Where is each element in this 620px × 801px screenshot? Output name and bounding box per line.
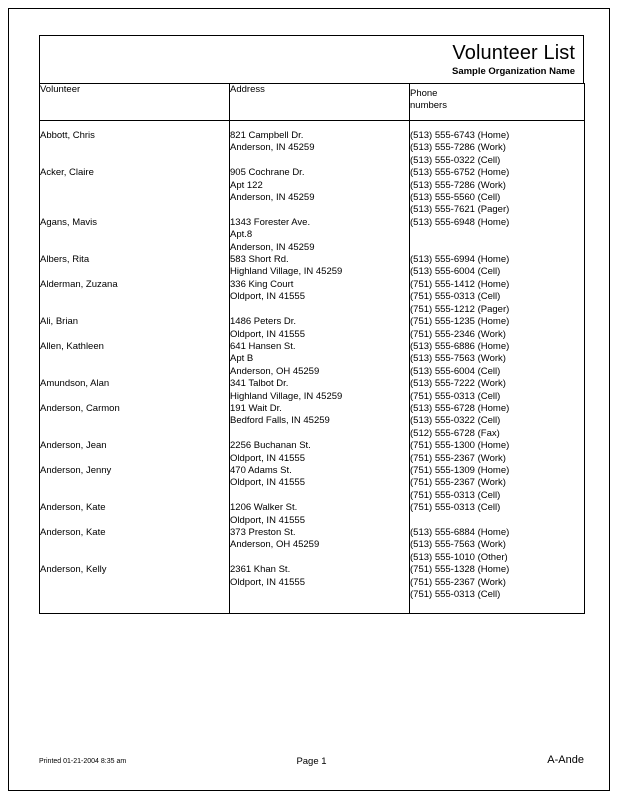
report-body	[39, 35, 584, 614]
cell-phone-numbers	[410, 564, 585, 614]
table-body	[40, 121, 585, 614]
cell-phone-numbers	[410, 378, 585, 403]
table-row	[40, 403, 585, 440]
column-header-address: Address	[230, 84, 410, 121]
cell-address	[230, 378, 410, 403]
cell-phone-numbers	[410, 341, 585, 378]
page-title: Volunteer List	[452, 42, 575, 64]
address-line: Anderson, IN 45259	[230, 142, 315, 154]
cell-volunteer-name: Anderson, Jean	[40, 440, 230, 465]
address-line: 2256 Buchanan St.	[230, 440, 311, 452]
table-row	[40, 341, 585, 378]
phone-line: (513) 555-7286 (Work)	[410, 179, 506, 191]
address-line: 336 King Court	[230, 278, 294, 290]
table-row	[40, 217, 585, 254]
address-line: Apt.8	[230, 229, 253, 241]
cell-address	[230, 564, 410, 614]
phone-line: (513) 555-7563 (Work)	[410, 539, 506, 551]
cell-address	[230, 440, 410, 465]
address-line: 641 Hansen St.	[230, 340, 296, 352]
column-header-phone-line1: Phone	[410, 88, 438, 99]
phone-line: (751) 555-1235 (Home)	[410, 316, 510, 328]
cell-address	[230, 527, 410, 564]
phone-line: (512) 555-6728 (Fax)	[410, 427, 500, 439]
cell-phone-numbers	[410, 217, 585, 254]
phone-line: (751) 555-1212 (Pager)	[410, 303, 510, 315]
phone-line: (513) 555-7621 (Pager)	[410, 204, 510, 216]
address-line: Apt B	[230, 353, 254, 365]
phone-line: (513) 555-6004 (Cell)	[410, 266, 501, 278]
cell-volunteer-name: Abbott, Chris	[40, 121, 230, 168]
table-row	[40, 316, 585, 341]
cell-volunteer-name: Albers, Rita	[40, 254, 230, 279]
cell-phone-numbers	[410, 527, 585, 564]
cell-phone-numbers	[410, 121, 585, 168]
footer-index-range: A-Ande	[547, 754, 584, 766]
table-row	[40, 121, 585, 168]
phone-line: (513) 555-0322 (Cell)	[410, 415, 501, 427]
cell-address	[230, 217, 410, 254]
cell-volunteer-name: Agans, Mavis	[40, 217, 230, 254]
phone-line: (513) 555-6884 (Home)	[410, 527, 510, 538]
cell-volunteer-name: Anderson, Jenny	[40, 465, 230, 502]
cell-volunteer-name: Allen, Kathleen	[40, 341, 230, 378]
address-line: 470 Adams St.	[230, 464, 292, 476]
cell-phone-numbers	[410, 502, 585, 527]
address-line: Anderson, IN 45259	[230, 192, 315, 204]
address-line: Highland Village, IN 45259	[230, 266, 343, 278]
volunteer-table	[39, 83, 585, 614]
table-row	[40, 564, 585, 614]
column-header-volunteer: Volunteer	[40, 84, 230, 121]
column-header-phone-line2: numbers	[410, 100, 447, 112]
address-line: 1486 Peters Dr.	[230, 316, 297, 328]
address-line: Anderson, OH 45259	[230, 365, 320, 377]
phone-line: (751) 555-0313 (Cell)	[410, 390, 501, 402]
address-line: 373 Preston St.	[230, 527, 296, 538]
address-line: Oldport, IN 41555	[230, 576, 305, 588]
address-line: 905 Cochrane Dr.	[230, 167, 305, 179]
address-line: Anderson, IN 45259	[230, 241, 315, 253]
cell-volunteer-name: Anderson, Kate	[40, 502, 230, 527]
address-line: 191 Wait Dr.	[230, 402, 282, 414]
table-row	[40, 254, 585, 279]
table-row	[40, 167, 585, 217]
phone-line: (751) 555-2367 (Work)	[410, 452, 506, 464]
phone-line: (751) 555-0313 (Cell)	[410, 291, 501, 303]
cell-volunteer-name: Ali, Brian	[40, 316, 230, 341]
cell-volunteer-name: Anderson, Kate	[40, 527, 230, 564]
cell-phone-numbers	[410, 440, 585, 465]
phone-line: (513) 555-0322 (Cell)	[410, 154, 501, 166]
cell-phone-numbers	[410, 403, 585, 440]
column-header-phone-numbers	[410, 84, 585, 121]
address-line: Oldport, IN 41555	[230, 514, 305, 526]
table-row	[40, 279, 585, 316]
report-footer	[39, 754, 584, 773]
address-line: 341 Talbot Dr.	[230, 378, 289, 390]
address-line: 2361 Khan St.	[230, 564, 291, 576]
phone-line: (513) 555-1010 (Other)	[410, 551, 508, 563]
address-line: Apt 122	[230, 179, 263, 191]
cell-address	[230, 316, 410, 341]
printed-page	[8, 8, 610, 791]
address-line: Oldport, IN 41555	[230, 291, 305, 303]
table-row	[40, 465, 585, 502]
phone-line: (751) 555-2367 (Work)	[410, 576, 506, 588]
phone-line: (751) 555-2367 (Work)	[410, 477, 506, 489]
phone-line: (513) 555-6752 (Home)	[410, 167, 510, 179]
phone-line: (513) 555-6004 (Cell)	[410, 365, 501, 377]
phone-line: (751) 555-0313 (Cell)	[410, 489, 501, 501]
address-line: Oldport, IN 41555	[230, 328, 305, 340]
phone-line: (513) 555-6743 (Home)	[410, 130, 510, 141]
cell-address	[230, 502, 410, 527]
address-line: 1343 Forester Ave.	[230, 216, 311, 228]
phone-line: (751) 555-0313 (Cell)	[410, 589, 501, 601]
cell-address	[230, 279, 410, 316]
phone-line: (751) 555-0313 (Cell)	[410, 502, 501, 514]
cell-volunteer-name: Anderson, Kelly	[40, 564, 230, 614]
phone-line: (513) 555-7222 (Work)	[410, 378, 506, 390]
address-line: Highland Village, IN 45259	[230, 390, 343, 402]
address-line: 1206 Walker St.	[230, 502, 298, 514]
phone-line: (751) 555-1300 (Home)	[410, 440, 510, 452]
footer-printed-timestamp: Printed 01-21-2004 8:35 am	[39, 758, 127, 765]
cell-address	[230, 167, 410, 217]
address-line: Bedford Falls, IN 45259	[230, 415, 330, 427]
cell-volunteer-name: Acker, Claire	[40, 167, 230, 217]
phone-line: (751) 555-1309 (Home)	[410, 464, 510, 476]
address-line: Oldport, IN 41555	[230, 477, 305, 489]
phone-line: (751) 555-1328 (Home)	[410, 564, 510, 576]
table-header-row	[40, 84, 585, 121]
cell-volunteer-name: Alderman, Zuzana	[40, 279, 230, 316]
cell-address	[230, 465, 410, 502]
table-row	[40, 440, 585, 465]
report-header	[39, 35, 584, 83]
address-line: 821 Campbell Dr.	[230, 130, 304, 141]
table-row	[40, 502, 585, 527]
phone-line: (513) 555-6728 (Home)	[410, 402, 510, 414]
organization-name: Sample Organization Name	[451, 66, 575, 77]
phone-line: (513) 555-6994 (Home)	[410, 254, 510, 266]
cell-volunteer-name: Amundson, Alan	[40, 378, 230, 403]
cell-address	[230, 341, 410, 378]
cell-address	[230, 254, 410, 279]
table-row	[40, 378, 585, 403]
cell-phone-numbers	[410, 254, 585, 279]
cell-phone-numbers	[410, 316, 585, 341]
phone-line: (513) 555-5560 (Cell)	[410, 192, 501, 204]
phone-line: (751) 555-1412 (Home)	[410, 278, 510, 290]
cell-address	[230, 121, 410, 168]
cell-phone-numbers	[410, 279, 585, 316]
address-line: Anderson, OH 45259	[230, 539, 320, 551]
phone-line: (751) 555-2346 (Work)	[410, 328, 506, 340]
cell-phone-numbers	[410, 167, 585, 217]
phone-line: (513) 555-6886 (Home)	[410, 340, 510, 352]
phone-line: (513) 555-6948 (Home)	[410, 216, 510, 228]
cell-volunteer-name: Anderson, Carmon	[40, 403, 230, 440]
cell-phone-numbers	[410, 465, 585, 502]
phone-line: (513) 555-7563 (Work)	[410, 353, 506, 365]
phone-line: (513) 555-7286 (Work)	[410, 142, 506, 154]
cell-address	[230, 403, 410, 440]
address-line: Oldport, IN 41555	[230, 452, 305, 464]
table-row	[40, 527, 585, 564]
address-line: 583 Short Rd.	[230, 254, 289, 266]
footer-page-number: Page 1	[296, 756, 327, 767]
